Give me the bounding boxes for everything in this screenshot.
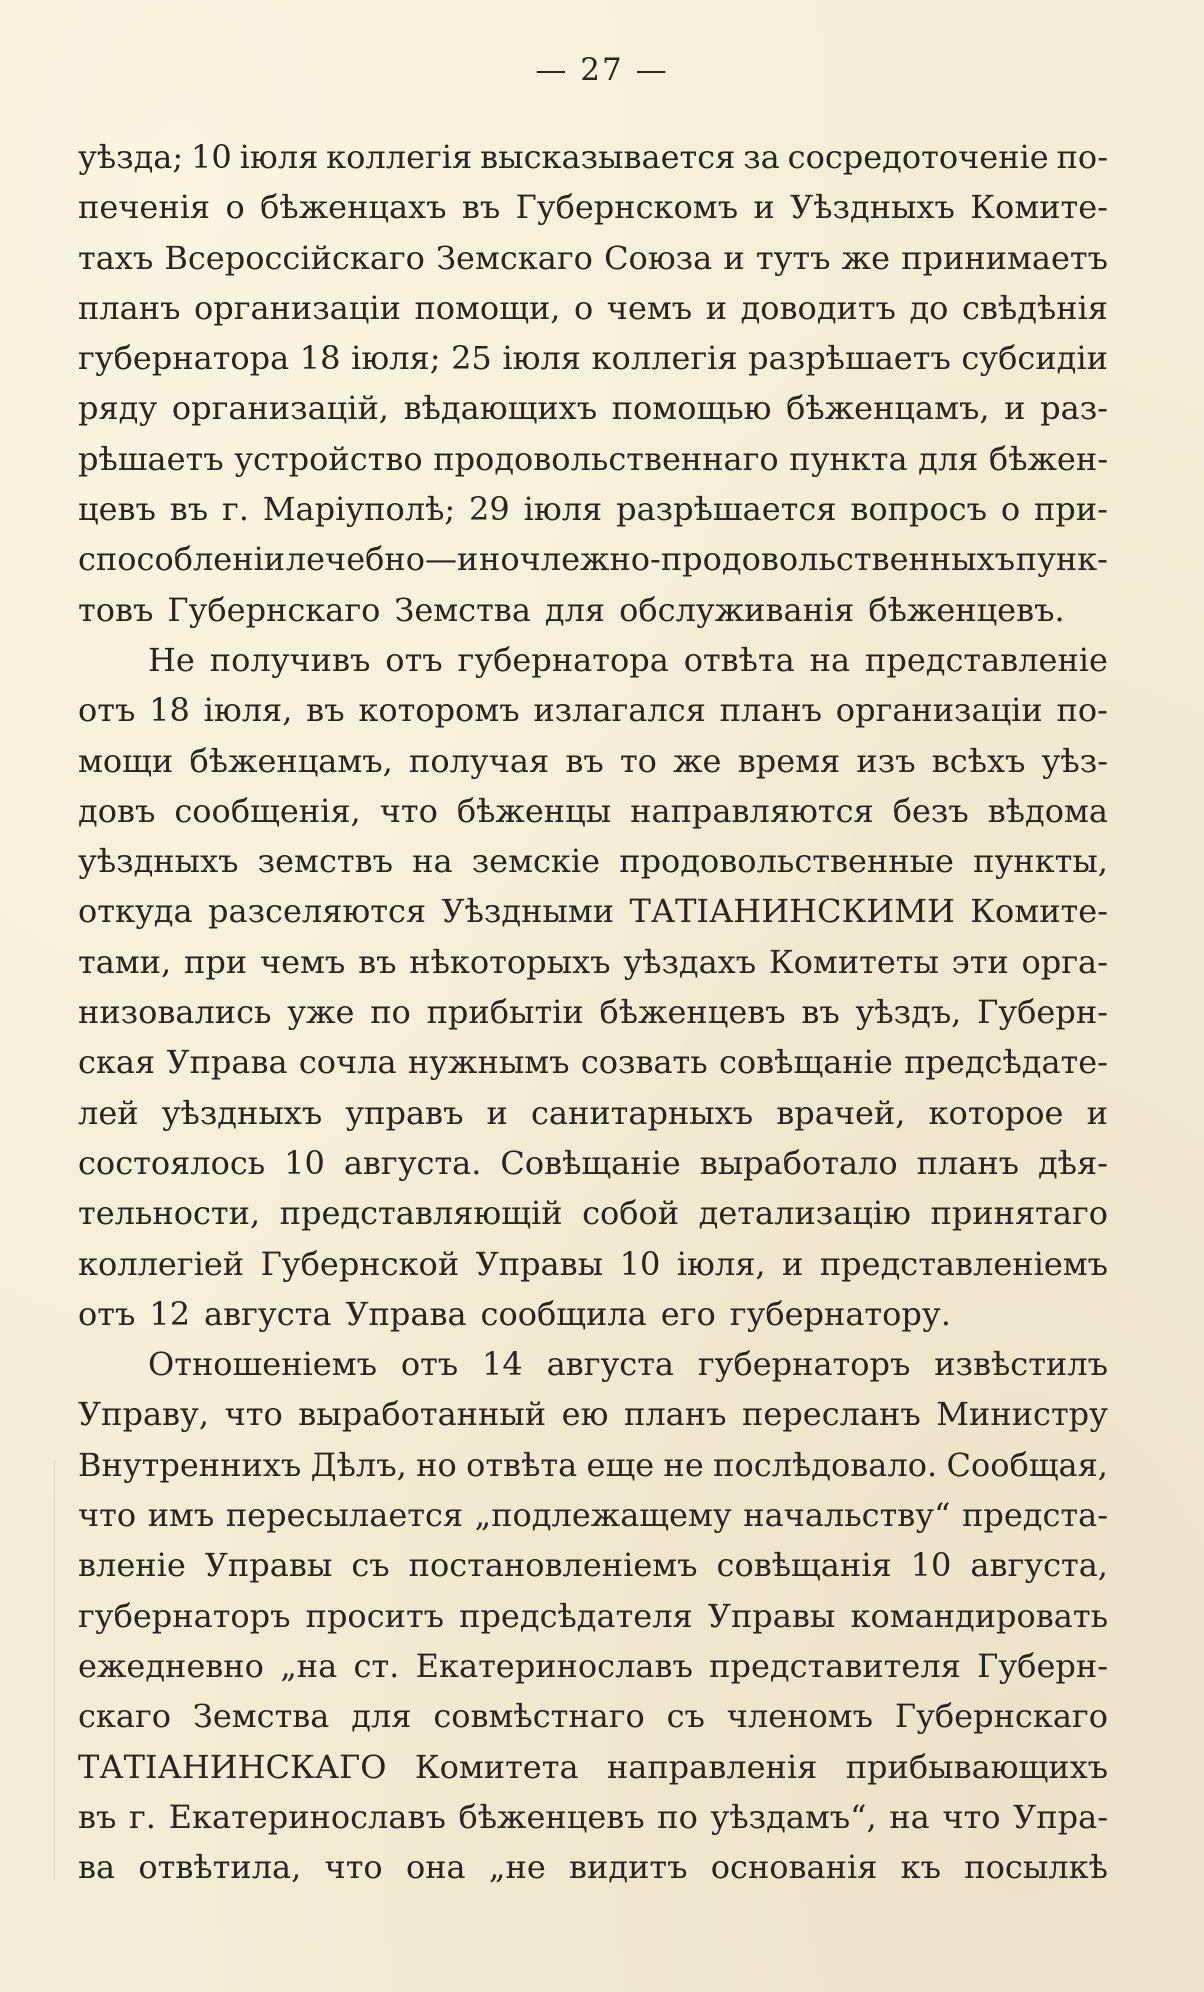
word: вленіе	[78, 1546, 186, 1585]
word: къ	[900, 1848, 942, 1887]
word: и	[723, 238, 745, 277]
word: отвѣта	[466, 1445, 578, 1484]
word: іюля	[502, 339, 581, 378]
word: іюля,	[203, 691, 293, 730]
word: планъ	[624, 1395, 727, 1434]
text-line	[78, 1138, 1108, 1188]
word: 10	[284, 1143, 325, 1182]
word: губернатору.	[729, 1294, 951, 1333]
word: „на	[280, 1646, 338, 1685]
word: ТАТІАНИНСКАГО	[78, 1747, 387, 1786]
text-line	[78, 1742, 1108, 1792]
word: продовольственные	[619, 842, 954, 881]
word: состоялось	[78, 1143, 266, 1182]
word: августа	[546, 1345, 674, 1384]
word: въ	[461, 188, 501, 227]
text-line	[78, 1842, 1108, 1892]
word: эти	[951, 942, 1009, 981]
text-line	[78, 1037, 1108, 1087]
word: и	[782, 1244, 804, 1283]
word: созвать	[580, 1043, 708, 1082]
word: при-	[1033, 490, 1108, 529]
word: вѣдающихъ	[403, 389, 598, 428]
text-line	[78, 182, 1108, 232]
word: нужнымъ	[407, 1043, 570, 1082]
word: бѣженцамъ,	[189, 741, 393, 780]
word: его	[660, 1294, 716, 1333]
text-line	[78, 886, 1108, 936]
word: бѣженцы	[456, 791, 612, 830]
word: Уѣздными	[441, 892, 615, 931]
word: сосредоточеніе	[787, 138, 1049, 176]
text-line	[78, 635, 1108, 685]
word: Комите-	[970, 188, 1108, 227]
paragraph	[78, 1339, 1108, 1892]
word: Союза	[604, 238, 713, 277]
text-line	[78, 987, 1108, 1037]
word: прибывающихъ	[845, 1747, 1108, 1786]
word: коллегіей	[78, 1244, 245, 1283]
word: совѣщанія	[716, 1546, 892, 1585]
word: вѣдома	[987, 791, 1108, 830]
word: представляющій	[279, 1194, 563, 1233]
word: управъ	[345, 1093, 464, 1132]
word: разрѣшаетъ	[748, 339, 951, 378]
text-line	[78, 1641, 1108, 1691]
word: врачей,	[776, 1093, 906, 1132]
word: устройство	[234, 439, 423, 478]
word: чемъ	[606, 288, 693, 327]
word: отъ	[78, 1294, 136, 1333]
word: губернаторъ	[78, 1596, 291, 1635]
word: пересылается	[225, 1496, 464, 1535]
word: что	[78, 1496, 137, 1535]
page-gutter-shadow	[54, 1460, 55, 1880]
word: уѣздахъ	[623, 942, 757, 981]
word: Не	[148, 640, 195, 679]
word: Екатеринославъ	[168, 1797, 446, 1836]
word: ею	[561, 1395, 609, 1434]
word: обслуживанія	[619, 590, 855, 629]
word: Уѣздныхъ	[790, 188, 955, 227]
text-line	[78, 1792, 1108, 1842]
word: чемъ	[259, 942, 346, 981]
word: уѣздныхъ	[161, 1093, 323, 1132]
text-line	[78, 1591, 1108, 1641]
word: въ	[358, 942, 397, 981]
word: іюля	[239, 138, 319, 176]
word: совмѣстнаго	[433, 1697, 645, 1736]
word: организаціи	[835, 691, 1043, 730]
word: ва	[78, 1848, 116, 1887]
word: довъ	[78, 791, 156, 830]
word: постановленіемъ	[408, 1546, 698, 1585]
word: о	[1000, 490, 1021, 529]
word: о	[573, 288, 594, 327]
word: доводитъ	[740, 288, 896, 327]
word: отъ	[385, 640, 443, 679]
word: 10	[619, 1244, 661, 1283]
word: планъ	[916, 1143, 1020, 1182]
word: ТАТІАНИНСКИМИ	[629, 892, 955, 931]
word: не	[663, 1445, 704, 1484]
word: получивъ	[209, 640, 371, 679]
word: Губерн-	[977, 1646, 1108, 1685]
word: 10	[910, 1546, 952, 1585]
word: собой	[582, 1194, 680, 1233]
word: сообщенія,	[174, 791, 361, 830]
word: тами,	[78, 942, 172, 981]
word: лечебно—и	[285, 540, 479, 579]
word: пункта	[789, 439, 908, 478]
word: печенія	[78, 188, 211, 227]
word: Управа	[166, 1043, 288, 1082]
word: 10	[191, 138, 232, 176]
word: уѣздъ,	[855, 993, 962, 1032]
word: проситъ	[305, 1596, 444, 1635]
word: вопросъ	[850, 490, 987, 529]
text-line	[78, 434, 1108, 484]
word: что	[324, 1848, 383, 1887]
word: санитарныхъ	[531, 1093, 754, 1132]
word: отъ	[78, 691, 136, 730]
word: разрѣшается	[616, 490, 837, 529]
word: для	[918, 439, 979, 478]
word: представленіемъ	[819, 1244, 1108, 1283]
word: выработало	[699, 1143, 898, 1182]
word: Сообщая,	[946, 1445, 1108, 1484]
word: и	[1004, 389, 1026, 428]
word: тахъ	[78, 238, 154, 277]
word: организаціи	[193, 288, 401, 327]
word: мощи	[78, 741, 174, 780]
word: уже	[287, 993, 355, 1032]
word: Земства	[192, 1697, 330, 1736]
word: съ	[351, 1546, 390, 1585]
word: направленія	[606, 1747, 818, 1786]
word: бѣженцевъ	[599, 993, 786, 1032]
word: отъ	[400, 1345, 459, 1384]
word: коллегія	[326, 138, 473, 176]
word: принятаго	[930, 1194, 1108, 1233]
text-line	[78, 1239, 1108, 1289]
word: Управа	[345, 1294, 467, 1333]
word: принимаетъ	[901, 238, 1108, 277]
text-line	[78, 1339, 1108, 1389]
text-line	[78, 1440, 1108, 1490]
word: коллегія	[591, 339, 738, 378]
word: еще	[586, 1445, 655, 1484]
word: ряду	[78, 389, 158, 428]
word: Министру	[936, 1395, 1108, 1434]
text-line	[78, 786, 1108, 836]
word: нѣкоторыхъ	[409, 942, 611, 981]
word: тутъ	[755, 238, 831, 277]
word: субсидіи	[961, 339, 1108, 378]
word: основанія	[710, 1848, 878, 1887]
word: способленіи	[78, 540, 286, 579]
word: Совѣщаніе	[500, 1143, 681, 1182]
word: на	[889, 1797, 930, 1836]
word: которомъ	[358, 691, 520, 730]
word: и	[486, 1093, 508, 1132]
word: бѣжен-	[988, 439, 1108, 478]
word: бѣженцамъ,	[786, 389, 990, 428]
text-line	[78, 937, 1108, 987]
word: Губернскомъ	[515, 188, 739, 227]
word: что	[942, 1797, 1001, 1836]
word: извѣстилъ	[934, 1345, 1108, 1384]
word: изъ	[856, 741, 916, 780]
word: совѣщаніе	[718, 1043, 893, 1082]
word: въ	[169, 490, 209, 529]
word: членомъ	[726, 1697, 874, 1736]
word: же	[673, 741, 722, 780]
word: продовольственнаго	[433, 439, 779, 478]
word: скаго	[78, 1697, 172, 1736]
page-number: — 27 —	[535, 52, 669, 88]
word: Земства	[394, 590, 531, 629]
word: откуда	[78, 892, 193, 931]
word: г.	[221, 490, 249, 529]
word: Губернскаго	[167, 590, 381, 629]
word: Комитеты	[768, 942, 939, 981]
word: детализацію	[698, 1194, 911, 1233]
word: излагался	[533, 691, 706, 730]
paragraph	[78, 635, 1108, 1339]
word: цевъ	[78, 490, 156, 529]
word: низовались	[78, 993, 272, 1032]
word: бѣженцевъ	[458, 1797, 645, 1836]
word: 14	[482, 1345, 523, 1384]
word: Екатеринославъ	[415, 1646, 693, 1685]
word: ская	[78, 1043, 156, 1082]
word: начальству“	[743, 1496, 951, 1535]
word: губернатора	[457, 640, 669, 679]
word: Маріуполѣ;	[262, 490, 456, 529]
word: послѣдовало.	[713, 1445, 938, 1484]
word: 18	[149, 691, 190, 730]
word: въ	[801, 993, 840, 1032]
word: 18	[299, 339, 341, 378]
word: высказывается	[480, 138, 736, 176]
word: помощи,	[414, 288, 561, 327]
text-line	[78, 736, 1108, 786]
word: Комите-	[970, 892, 1108, 931]
word: Управы	[204, 1546, 333, 1585]
word: 29	[469, 490, 510, 529]
word: для	[351, 1697, 412, 1736]
word: рѣшаетъ	[78, 439, 224, 478]
word: Губернскаго	[894, 1697, 1108, 1736]
word: и	[753, 188, 775, 227]
word: представленіе	[865, 640, 1108, 679]
word: предсѣдате-	[904, 1043, 1108, 1082]
word: планъ	[78, 288, 181, 327]
word: что	[224, 1395, 283, 1434]
word: отвѣтила,	[138, 1848, 302, 1887]
word: губернатора	[78, 339, 290, 378]
word: въ	[78, 1797, 117, 1836]
word: Губерн-	[977, 993, 1108, 1032]
word: получая	[408, 741, 550, 780]
body-text	[78, 132, 1108, 1892]
word: направляются	[630, 791, 874, 830]
word: при	[183, 942, 248, 981]
word: на	[809, 640, 851, 679]
word: іюля;	[351, 339, 441, 378]
word: которое	[928, 1093, 1064, 1132]
word: по	[657, 1797, 698, 1836]
word: о	[225, 188, 245, 227]
word: безъ	[892, 791, 969, 830]
word: 25	[451, 339, 492, 378]
word: ежедневно	[78, 1646, 264, 1685]
word: сочла	[298, 1043, 397, 1082]
word: пунк-	[1015, 540, 1108, 579]
word: разселяются	[208, 892, 427, 931]
word: Губернской	[260, 1244, 460, 1283]
word: бѣженцевъ.	[868, 590, 1065, 629]
text-line	[78, 333, 1108, 383]
word: планъ	[719, 691, 823, 730]
word: уѣз-	[1041, 741, 1108, 780]
text-line	[78, 1540, 1108, 1590]
text-line	[78, 1188, 1108, 1238]
word: пересланъ	[742, 1395, 921, 1434]
word: то	[619, 741, 657, 780]
text-line	[78, 1289, 1108, 1339]
word: видитъ	[569, 1848, 688, 1887]
word: дѣя-	[1037, 1143, 1108, 1182]
word: на	[412, 842, 453, 881]
word: августа	[204, 1294, 332, 1333]
word: орга-	[1021, 942, 1108, 981]
text-line	[78, 1389, 1108, 1439]
text-line	[78, 1088, 1108, 1138]
text-line	[78, 685, 1108, 735]
word: за	[743, 138, 780, 176]
word: уѣзда;	[78, 138, 184, 176]
word: товъ	[78, 590, 154, 629]
word: время	[737, 741, 841, 780]
word: Комитета	[414, 1747, 579, 1786]
word: помощью	[611, 389, 772, 428]
word: посылкѣ	[964, 1848, 1108, 1887]
word: всѣхъ	[931, 741, 1026, 780]
word: съ	[666, 1697, 705, 1736]
word: предсѣдателя	[459, 1596, 693, 1635]
text-line	[78, 283, 1108, 333]
word: ст.	[353, 1646, 400, 1685]
word: Всероссійскаго	[164, 238, 425, 277]
text-line	[78, 484, 1108, 534]
word: Упра-	[1013, 1797, 1108, 1836]
word: по	[370, 993, 411, 1032]
word: сообщила	[480, 1294, 647, 1333]
word: въ	[306, 691, 345, 730]
word: Земскаго	[436, 238, 593, 277]
word: Управы	[707, 1596, 836, 1635]
word: что	[379, 791, 438, 830]
word: іюля,	[676, 1244, 766, 1283]
text-line	[78, 1691, 1108, 1741]
word: Управы	[475, 1244, 604, 1283]
word: Управу,	[78, 1395, 210, 1434]
word: прибытіи	[426, 993, 584, 1032]
word: раз-	[1040, 389, 1108, 428]
word: выработанный	[298, 1395, 547, 1434]
word: и	[1086, 1093, 1108, 1132]
text-line	[78, 836, 1108, 886]
word: ночлежно-продовольственныхъ	[478, 540, 1016, 579]
word: предста-	[962, 1496, 1108, 1535]
word: представителя	[709, 1646, 961, 1685]
word: лей	[78, 1093, 139, 1132]
word: бѣженцахъ	[260, 188, 447, 227]
word: имъ	[147, 1496, 215, 1535]
word: по-	[1056, 691, 1108, 730]
word: она	[405, 1848, 466, 1887]
text-line	[78, 1490, 1108, 1540]
word: пункты,	[973, 842, 1108, 881]
word: по-	[1056, 138, 1108, 176]
word: земскіе	[471, 842, 601, 881]
word: командировать	[850, 1596, 1108, 1635]
word: „не	[488, 1848, 546, 1887]
word: уѣздамъ“,	[710, 1797, 877, 1836]
word: августа,	[970, 1546, 1108, 1585]
word: Отношеніемъ	[148, 1345, 377, 1384]
word: для	[544, 590, 606, 629]
word: отвѣта	[683, 640, 795, 679]
text-line	[78, 585, 1108, 635]
word: августа.	[343, 1143, 482, 1182]
word: Внутреннихъ	[78, 1445, 302, 1484]
word: уѣздныхъ	[78, 842, 239, 881]
word: г.	[129, 1797, 156, 1836]
word: „подлежащему	[474, 1496, 732, 1535]
word: Дѣлъ,	[310, 1445, 407, 1484]
word: же	[841, 238, 891, 277]
word: тельности,	[78, 1194, 261, 1233]
text-line	[78, 534, 1108, 584]
word: и	[705, 288, 728, 327]
word: но	[416, 1445, 457, 1484]
word: 12	[149, 1294, 191, 1333]
word: іюля	[523, 490, 603, 529]
word: губернаторъ	[697, 1345, 911, 1384]
word: до	[909, 288, 949, 327]
word: въ	[565, 741, 604, 780]
word: организацій,	[171, 389, 389, 428]
text-line	[78, 233, 1108, 283]
text-line	[78, 132, 1108, 182]
word: земствъ	[257, 842, 393, 881]
paragraph	[78, 132, 1108, 635]
text-line	[78, 383, 1108, 433]
word: свѣдѣнія	[961, 288, 1108, 327]
